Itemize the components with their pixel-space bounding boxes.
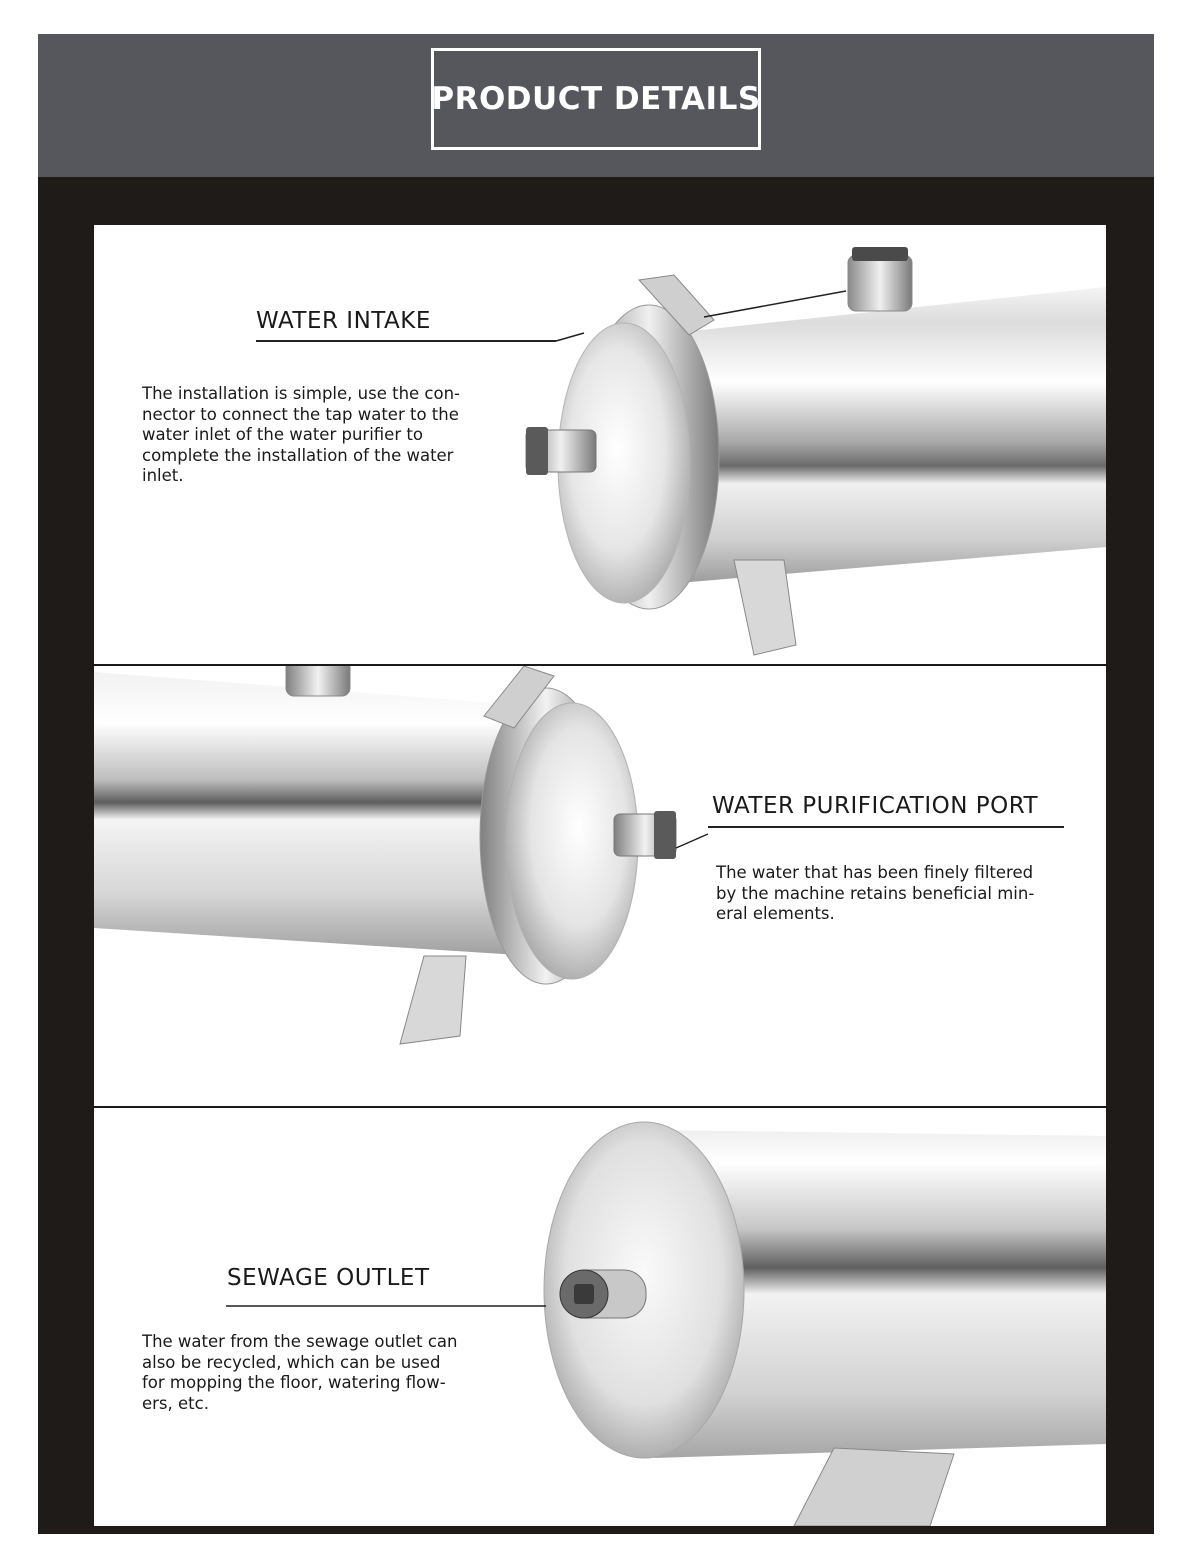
- header-title-box: [431, 48, 761, 150]
- section-title: SEWAGE OUTLET: [227, 1265, 430, 1291]
- support-bracket: [794, 1448, 954, 1526]
- panel-divider: [94, 664, 1106, 666]
- pointer-line: [704, 291, 846, 317]
- panel-divider: [94, 1106, 1106, 1108]
- title-underline: [256, 340, 556, 342]
- page-title: PRODUCT DETAILS: [431, 81, 761, 117]
- support-foot: [400, 956, 466, 1044]
- pointer-line: [556, 333, 584, 341]
- top-port: [286, 666, 350, 696]
- outlet-connector: [654, 811, 676, 859]
- top-port-cap: [852, 247, 908, 261]
- section-sewage-outlet: [94, 1108, 1106, 1526]
- section-water-purification-port: [94, 666, 1106, 1106]
- section-description: The water from the sewage outlet can also be recycled, which can be used for mopping the floor, watering flow- ers, etc.: [142, 1332, 458, 1413]
- section-title: WATER PURIFICATION PORT: [712, 793, 1039, 819]
- support-foot: [734, 560, 796, 655]
- section-description: The water that has been finely filtered by the machine retains beneficial min- eral elements.: [716, 863, 1035, 924]
- top-port: [848, 255, 912, 311]
- filter-housing-image-sewage: [94, 1108, 1106, 1526]
- tube-body: [94, 672, 534, 956]
- title-underline: [708, 826, 1064, 828]
- section-water-intake: [94, 225, 1106, 665]
- drain-plug-nut: [574, 1284, 594, 1304]
- section-title: WATER INTAKE: [256, 308, 431, 334]
- pointer-line: [676, 834, 708, 848]
- section-description: The installation is simple, use the con- nector to connect the tap water to the water inlet of the water purifier to complete the installation of the water inlet.: [142, 384, 461, 486]
- tube-body: [654, 287, 1106, 585]
- inlet-connector: [526, 427, 548, 475]
